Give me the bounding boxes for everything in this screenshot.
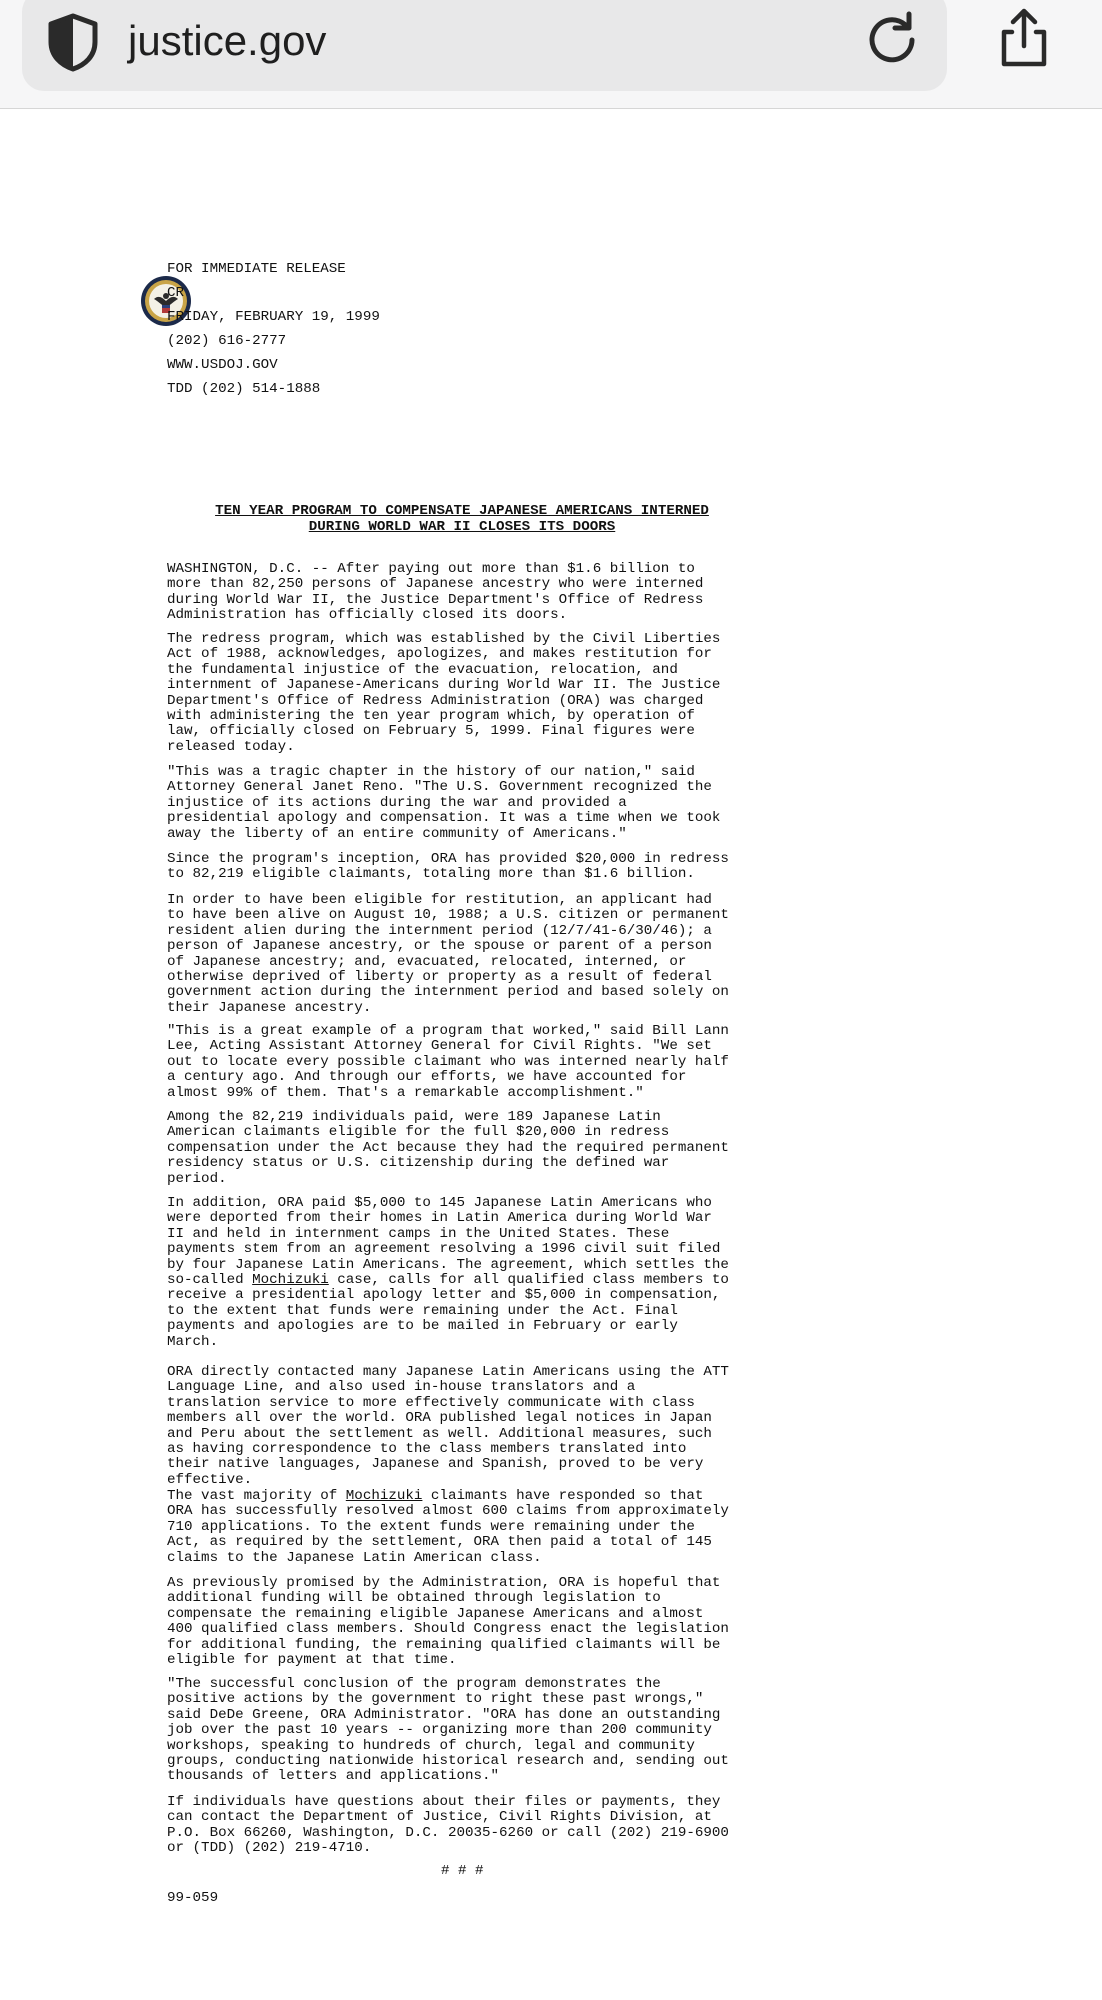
browser-toolbar [0, 0, 1102, 109]
paragraph: In order to have been eligible for restitution, an applicant had to have been alive on August 10, 1988; a U.S. citizen or permanent resident alien during the internment period (12/7/41-6/30/46); a person of Japanese ancestry, or the spouse or parent of a person of Japanese ancestry; and, evacuated, relocated, interned, or otherwise deprived of liberty or property as a result of federal government action during the internment period and based solely on their Japanese ancestry. [167, 892, 729, 1016]
end-marker: # # # [441, 1863, 484, 1879]
url-domain[interactable]: justice.gov [128, 17, 327, 64]
paragraph [167, 1196, 767, 1350]
paragraph: "This was a tragic chapter in the history of our nation," said Attorney General Janet Reno. "The U.S. Government recognized the injustice of its actions during the war and provided a presidential apology and compensation. It was a time when we took away the liberty of an entire community of Americans." [167, 764, 721, 842]
press-release-document [0, 109, 1102, 2000]
paragraph: "This is a great example of a program that worked," said Bill Lann Lee, Acting Assistant Attorney General for Civil Rights. "We set out to locate every possible claimant who was interned nearly half a century ago. And through our efforts, we have accounted for almost 99% of them. That's a remarkable accomplishment." [167, 1023, 729, 1101]
paragraph: WASHINGTON, D.C. -- After paying out more than $1.6 billion to more than 82,250 persons of Japanese ancestry who were interned during World War II, the Justice Department's Office of Redress Administration has officially closed its doors. [167, 561, 704, 624]
headline-line-1: TEN YEAR PROGRAM TO COMPENSATE JAPANESE AMERICANS INTERNED [215, 503, 709, 519]
reload-icon[interactable] [862, 10, 922, 70]
paragraph: Among the 82,219 individuals paid, were 189 Japanese Latin American claimants eligible for the full $20,000 in redress compensation under the Act because they had the required permanent residency status or U.S. citizenship during the defined war period. [167, 1109, 729, 1187]
paragraph: ORA directly contacted many Japanese Latin Americans using the ATT Language Line, and also used in-house translators and a translation service to more effectively communicate with class members all over the world. ORA published legal notices in Japan and Peru about the settlement as well. Additional measures, such as having correspondence to the class members translated into their native languages, Japanese and Spanish, proved to be very effective. [167, 1364, 729, 1488]
release-line: FOR IMMEDIATE RELEASE [167, 261, 346, 277]
release-tdd: TDD (202) 514-1888 [167, 381, 321, 397]
paragraph-text: In addition, ORA paid $5,000 to 145 Japanese Latin Americans who were deported from their homes in Latin America during World War II and held in internment camps in the United States. These payments stem from an agreement resolving a 1996 civil suit filed by four Japanese Latin Americans. The agreement, which settles the so-called [167, 1195, 729, 1289]
paragraph-text: The vast majority of [167, 1488, 346, 1504]
paragraph-text: claimants have responded so that ORA has successfully resolved almost 600 claims from approximately 710 applications. To the extent funds were remaining under the Act, as required by the settlement, ORA then paid a total of 145 claims to the Japanese Latin American class. [167, 1488, 729, 1566]
case-name: Mochizuki [252, 1272, 329, 1289]
release-number: 99-059 [167, 1890, 219, 1906]
paragraph-text: case, calls for all qualified class members to receive a presidential apology letter and $5,000 in compensation, to the extent that funds were remaining under the Act. Final payments and apologies are to be mailed in February or early March. [167, 1272, 729, 1350]
paragraph: If individuals have questions about their files or payments, they can contact the Department of Justice, Civil Rights Division, at P.O. Box 66260, Washington, D.C. 20035-6260 or call (202) 219-6900 or (TDD) (202) 219-4710. [167, 1794, 729, 1857]
paragraph: Since the program's inception, ORA has provided $20,000 in redress to 82,219 eligible claimants, totaling more than $1.6 billion. [167, 851, 729, 883]
shield-icon[interactable] [45, 12, 101, 72]
share-icon[interactable] [996, 6, 1052, 70]
paragraph: As previously promised by the Administration, ORA is hopeful that additional funding will be obtained through legislation to compensate the remaining eligible Japanese Americans and almost 400 qualified class members. Should Congress enact the legislation for additional funding, the remaining qualified claimants will be eligible for payment at that time. [167, 1575, 729, 1669]
case-name: Mochizuki [345, 1488, 423, 1504]
paragraph: The redress program, which was established by the Civil Liberties Act of 1988, acknowledges, apologizes, and makes restitution for the fundamental injustice of the evacuation, relocation, and internment of Japanese-Americans during World War II. The Justice Department's Office of Redress Administration (ORA) was charged with administering the ten year program which, by operation of law, officially closed on February 5, 1999. Final figures were released today. [167, 631, 721, 755]
paragraph [167, 1489, 767, 1566]
release-date: FRIDAY, FEBRUARY 19, 1999 [167, 309, 380, 325]
release-phone: (202) 616-2777 [167, 333, 287, 349]
release-line: CR [167, 285, 185, 301]
paragraph: "The successful conclusion of the program demonstrates the positive actions by the government to right these past wrongs," said DeDe Greene, ORA Administrator. "ORA has done an outstanding job over the past 10 years -- organizing more than 200 community workshops, speaking to hundreds of church, legal and community groups, conducting nationwide historical research and, sending out thousands of letters and applications." [167, 1676, 729, 1785]
headline-line-2: DURING WORLD WAR II CLOSES ITS DOORS [308, 519, 616, 535]
release-website: WWW.USDOJ.GOV [167, 357, 278, 373]
